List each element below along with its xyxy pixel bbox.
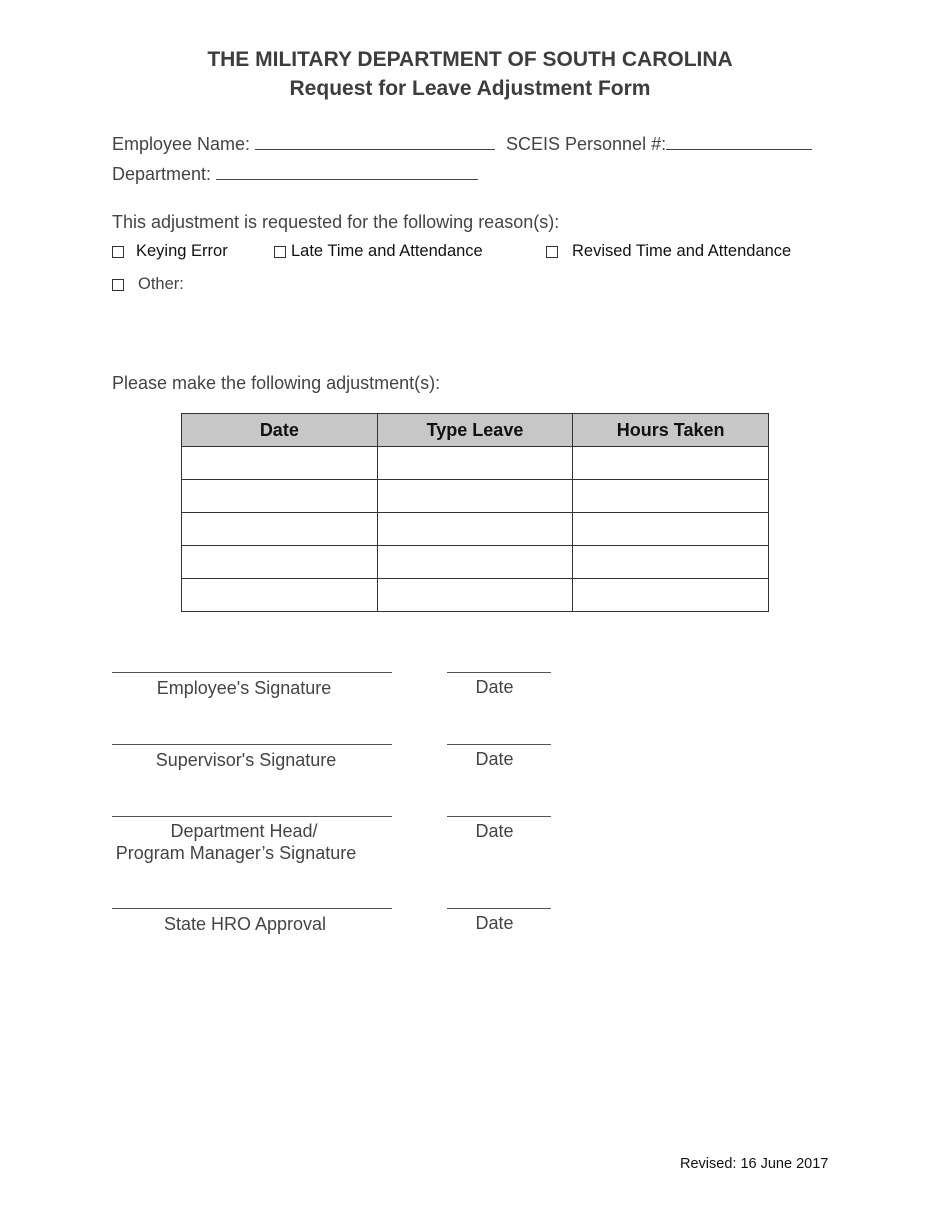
hours-taken-cell[interactable]: [573, 480, 769, 513]
table-row: [182, 447, 769, 480]
employee-name-row: [112, 133, 495, 155]
employee-date-label: Date: [475, 677, 514, 697]
hro-date-line[interactable]: [447, 908, 551, 909]
dept-head-date-line[interactable]: [447, 816, 551, 817]
employee-name-field[interactable]: [255, 133, 495, 150]
dept-head-signature-line[interactable]: [112, 816, 392, 817]
reason-revised-ta-label: Revised Time and Attendance: [572, 242, 792, 260]
table-row: [182, 513, 769, 546]
personnel-number-field[interactable]: [666, 133, 812, 150]
type-leave-cell[interactable]: [377, 513, 573, 546]
employee-name-label: Employee Name:: [112, 134, 251, 154]
reason-keying-error-label: Keying Error: [136, 242, 228, 260]
org-title: THE MILITARY DEPARTMENT OF SOUTH CAROLINA: [207, 48, 733, 71]
date-cell[interactable]: [182, 447, 378, 480]
type-leave-cell[interactable]: [377, 546, 573, 579]
employee-date-line[interactable]: [447, 672, 551, 673]
dept-head-signature-label: Department Head/: [170, 821, 318, 841]
hro-approval-label: State HRO Approval: [163, 914, 327, 934]
employee-signature-label: Employee's Signature: [156, 678, 332, 698]
adjustment-table: [181, 413, 769, 612]
hours-taken-cell[interactable]: [573, 579, 769, 612]
reason-intro: This adjustment is requested for the following reason(s):: [112, 212, 560, 232]
hours-taken-cell[interactable]: [573, 447, 769, 480]
department-row: [112, 163, 478, 185]
reason-late-ta-label: Late Time and Attendance: [291, 242, 483, 260]
supervisor-date-label: Date: [475, 749, 514, 769]
personnel-number-label: SCEIS Personnel #:: [506, 134, 667, 154]
hro-approval-line[interactable]: [112, 908, 392, 909]
hours-taken-cell[interactable]: [573, 513, 769, 546]
reason-late-ta[interactable]: [274, 242, 483, 261]
department-field[interactable]: [216, 163, 478, 180]
reason-revised-ta[interactable]: [546, 242, 791, 261]
form-title: Request for Leave Adjustment Form: [289, 77, 651, 100]
dept-head-date-label: Date: [475, 821, 514, 841]
program-manager-signature-label: Program Manager’s Signature: [115, 843, 357, 863]
reason-other-label: Other:: [138, 275, 184, 293]
personnel-number-row: [506, 133, 812, 155]
reason-other[interactable]: [112, 275, 184, 294]
supervisor-signature-label: Supervisor's Signature: [155, 750, 337, 770]
type-leave-cell[interactable]: [377, 447, 573, 480]
table-row: [182, 480, 769, 513]
checkbox-late-ta[interactable]: [274, 246, 286, 258]
column-header-date: Date: [182, 414, 378, 447]
table-row: [182, 579, 769, 612]
table-row: [182, 546, 769, 579]
type-leave-cell[interactable]: [377, 579, 573, 612]
revised-date: Revised: 16 June 2017: [680, 1156, 829, 1172]
date-cell[interactable]: [182, 513, 378, 546]
supervisor-date-line[interactable]: [447, 744, 551, 745]
reason-keying-error[interactable]: [112, 242, 228, 261]
checkbox-other[interactable]: [112, 279, 124, 291]
checkbox-revised-ta[interactable]: [546, 246, 558, 258]
hours-taken-cell[interactable]: [573, 546, 769, 579]
adjustments-intro: Please make the following adjustment(s):: [112, 373, 441, 393]
checkbox-keying-error[interactable]: [112, 246, 124, 258]
date-cell[interactable]: [182, 480, 378, 513]
supervisor-signature-line[interactable]: [112, 744, 392, 745]
employee-signature-line[interactable]: [112, 672, 392, 673]
department-label: Department:: [112, 164, 212, 184]
type-leave-cell[interactable]: [377, 480, 573, 513]
table-header-row: [182, 414, 769, 447]
date-cell[interactable]: [182, 546, 378, 579]
column-header-hours-taken: Hours Taken: [573, 414, 769, 447]
hro-date-label: Date: [475, 913, 514, 933]
date-cell[interactable]: [182, 579, 378, 612]
column-header-type-leave: Type Leave: [377, 414, 573, 447]
